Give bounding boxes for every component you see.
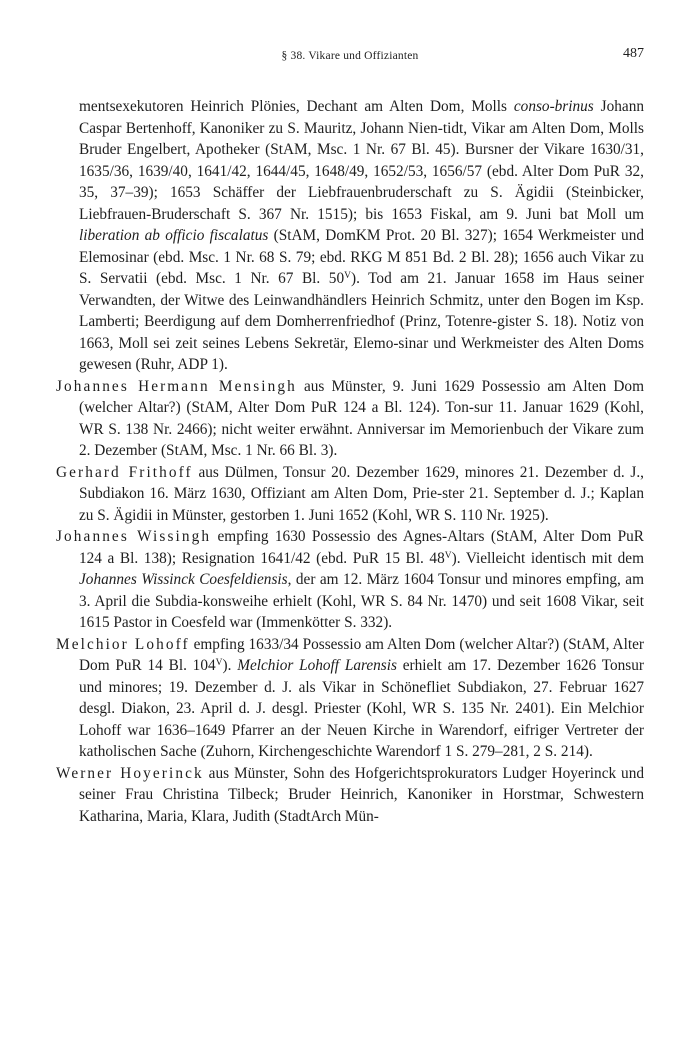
entry-text: ). Vielleicht identisch mit dem	[451, 549, 644, 567]
text-run: Johann Caspar Bertenhoff, Kanoniker zu S. Mauritz, Johann Nien-tidt, Vikar am Alten Dom, Molls Bruder Engelbert, Apotheker (StAM, Msc. 1 Nr. 67 Bl. 45). Bursner der Vikare 1630/31, 1635/36, 1639/40, 1641/42, 1644/45, 1648/49, 1652/53, 1656/57 (ebd. Alter Dom PuR 32, 35, 37–39); 1653 Schäffer der Liebfrauenbruderschaft zu S. Ägidii (Steinbicker, Liebfrauen-Bruderschaft S. 367 Nr. 1515); bis 1653 Fiskal, am 9. Juni bat Moll um	[79, 98, 644, 223]
entry-name: Johannes Wissingh	[56, 528, 212, 545]
entry-name: Gerhard Frithoff	[56, 463, 193, 481]
entry-text: aus Münster, Sohn des Hofgerichtsprokurators Ludger Hoyerinck und seiner Frau Christina Tilbeck; Bruder Heinrich, Kanoniker in Horstmar, Schwestern Katharina, Maria, Klara, Judith (StadtArch Mün-	[79, 764, 645, 825]
latin-name: Johannes Wissinck Coesfeldiensis	[79, 571, 288, 588]
entry-frithoff	[56, 462, 644, 527]
verso-mark: V	[344, 271, 351, 281]
entry-mensingh	[56, 376, 644, 462]
text-run: ). Tod am 21. Januar 1658 im Haus seiner Verwandten, der Witwe des Leinwandhändlers Heinrich Schmitz, unter den Bogen im Ksp. Lamberti; Beerdigung auf dem Domherrenfriedhof (Prinz, Totenre-gister S. 18). Notiz von 1663, Moll sei zeit seines Lebens Sekretär, Elemo-sinar und Werkmeister des Alten Doms gewesen (Ruhr, ADP 1).	[79, 270, 644, 373]
latin-name: Melchior Lohoff Larensis	[237, 657, 397, 674]
text-run: mentsexekutoren Heinrich Plönies, Dechant am Alten Dom, Molls	[79, 98, 514, 115]
verso-mark: V	[444, 550, 452, 561]
body-text	[56, 96, 644, 827]
entry-lohoff	[56, 634, 644, 763]
entry-name: Werner Hoyerinck	[56, 764, 204, 782]
page-number: 487	[623, 46, 644, 61]
latin-term: conso-brinus	[513, 98, 594, 115]
entry-text: erhielt am 17. Dezember 1626 Tonsur und minores; 19. Dezember d. J. als Vikar in Schönefliet Subdiakon, 27. Februar 1627 desgl. Diakon, 23. April d. J. desgl. Priester (Kohl, WR S. 135 Nr. 2401). Ein Melchior Lohoff war 1636–1649 Pfarrer an der Neuen Kirche in Warendorf, eifriger Vertreter der katholischen Sache (Zuhorn, Kirchengeschichte Warendorf 1 S. 279–281, 2 S. 214).	[79, 657, 644, 760]
entry-text: empfing 1633/34 Possessio am Alten Dom (welcher Altar?) (StAM, Alter Dom PuR 14 Bl. 104	[79, 635, 644, 674]
section-title: § 38. Vikare und Offizianten	[281, 50, 419, 62]
entry-text: , der am 12. März 1604 Tonsur und minores empfing, am 3. April die Subdia-konsweihe erhielt (Kohl, WR S. 84 Nr. 1470) und seit 1608 Vikar, seit 1615 Pastor in Coesfeld war (Immenkötter S. 332).	[79, 571, 644, 631]
entry-text: ).	[222, 657, 238, 674]
text-run: (StAM, DomKM Prot. 20 Bl. 327); 1654 Werkmeister und Elemosinar (ebd. Msc. 1 Nr. 68 S. 79; ebd. RKG M 851 Bd. 2 Bl. 28); 1656 auch Vikar zu S. Servatii (ebd. Msc. 1 Nr. 67 Bl. 50	[79, 227, 644, 287]
latin-quote: liberation ab officio fiscalatus	[79, 227, 269, 244]
verso-mark: V	[215, 658, 223, 668]
entry-hoyerinck	[56, 763, 644, 828]
entry-wissingh	[56, 526, 644, 634]
running-head	[56, 44, 644, 68]
entry-name: Johannes Hermann Mensingh	[56, 377, 297, 395]
entry-text: empfing 1630 Possessio des Agnes-Altars (StAM, Alter Dom PuR 124 a Bl. 138); Resignation 1641/42 (ebd. PuR 15 Bl. 48	[79, 528, 644, 567]
continuation-paragraph	[56, 96, 644, 376]
entry-text: aus Dülmen, Tonsur 20. Dezember 1629, minores 21. Dezember d. J., Subdiakon 16. März 1630, Offiziant am Alten Dom, Prie-ster 21. September d. J.; Kaplan zu S. Ägidii in Münster, gestorben 1. Juni 1652 (Kohl, WR S. 110 Nr. 1925).	[79, 463, 644, 524]
entry-text: aus Münster, 9. Juni 1629 Possessio am Alten Dom (welcher Altar?) (StAM, Alter Dom PuR 124 a Bl. 124). Ton-sur 11. Januar 1629 (Kohl, WR S. 138 Nr. 2466); nicht weiter erwähnt. Anniversar im Memorienbuch der Vikare zum 2. Dezember (StAM, Msc. 1 Nr. 66 Bl. 3).	[79, 377, 644, 459]
entry-name: Melchior Lohoff	[56, 635, 190, 653]
